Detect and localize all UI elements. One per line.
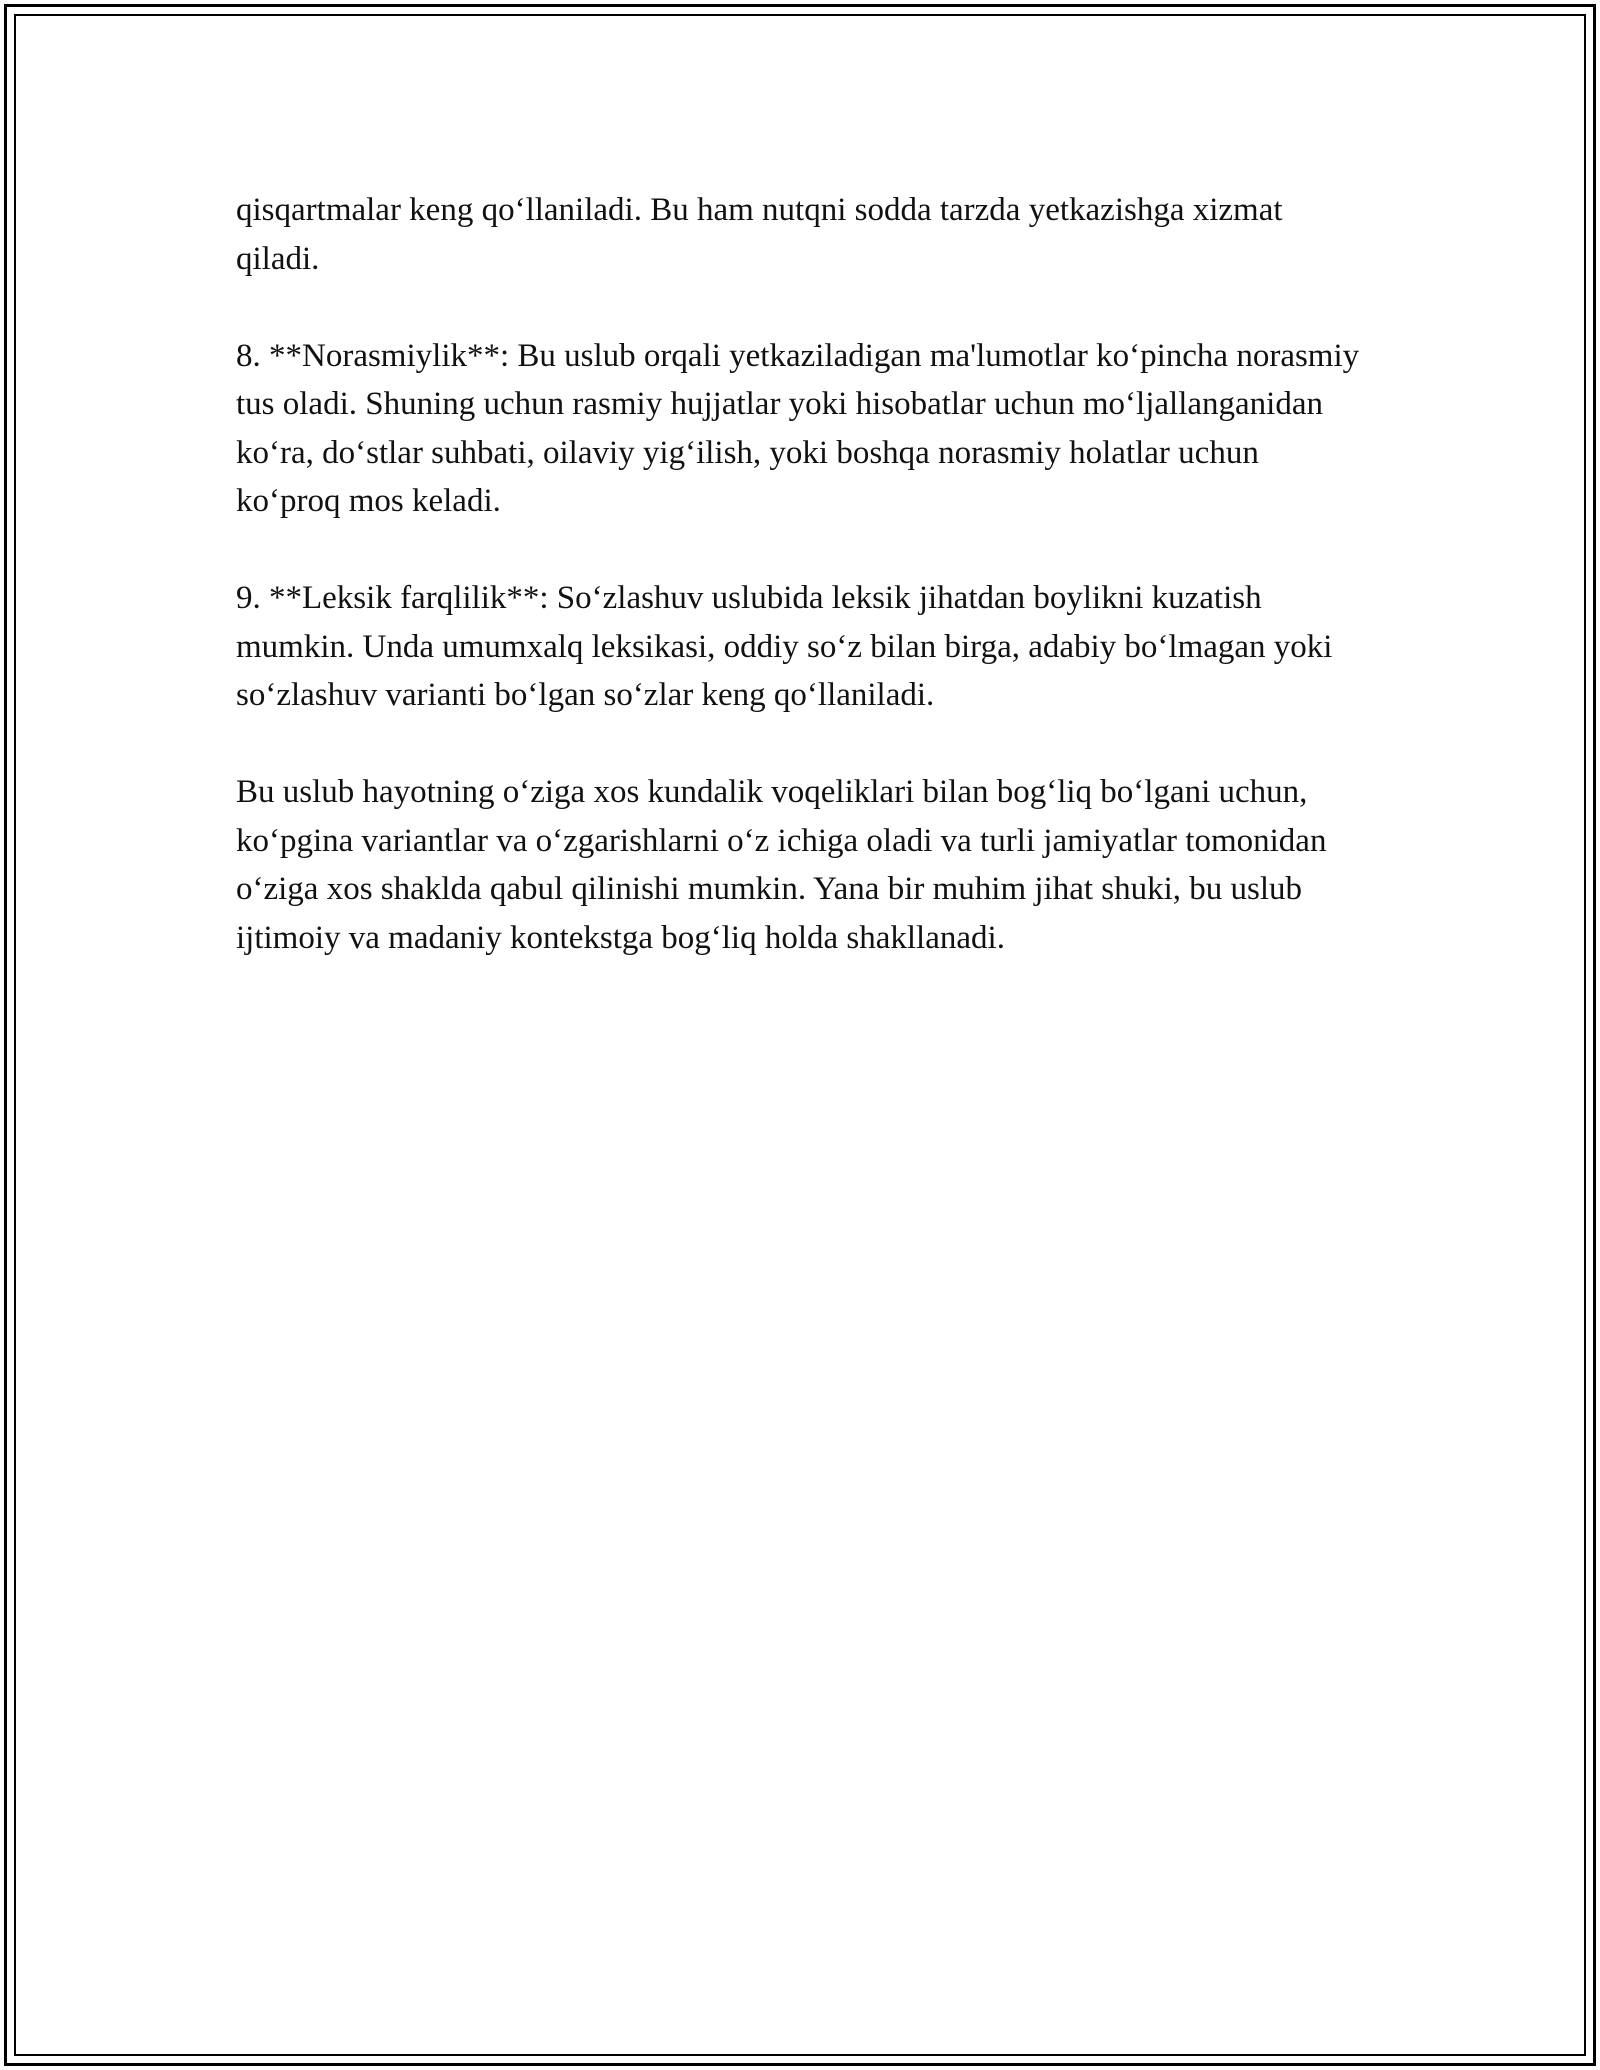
paragraph-item-9-leksik-farqlilik: 9. **Leksik farqlilik**: So‘zlashuv uslubida leksik jihatdan boylikni kuzatish mumkin. Unda umumxalq leksikasi, oddiy so‘z bilan birga, adabiy bo‘lmagan yoki so‘zlashuv varianti bo‘lgan so‘zlar keng qo‘llaniladi. [236, 580, 1333, 713]
paragraph-conclusion: Bu uslub hayotning o‘ziga xos kundalik voqeliklari bilan bog‘liq bo‘lgani uchun, ko‘pgina variantlar va o‘zgarishlarni o‘z ichiga oladi va turli jamiyatlar tomonidan o‘ziga xos shaklda qabul qilinishi mumkin. Yana bir muhim jihat shuki, bu uslub ijtimoiy va madaniy kontekstga bog‘liq holda shakllanadi. [236, 774, 1327, 956]
paragraph-item-8-norasmiylik: 8. **Norasmiylik**: Bu uslub orqali yetkaziladigan ma'lumotlar ko‘pincha norasmiy tus oladi. Shuning uchun rasmiy hujjatlar yoki hisobatlar uchun mo‘ljallanganidan ko‘ra, do‘stlar suhbati, oilaviy yig‘ilish, yoki boshqa norasmiy holatlar uchun ko‘proq mos keladi. [236, 337, 1360, 519]
paragraph-continuation: qisqartmalar keng qo‘llaniladi. Bu ham nutqni sodda tarzda yetkazishga xizmat qiladi. [236, 192, 1283, 277]
document-body [236, 186, 1366, 962]
